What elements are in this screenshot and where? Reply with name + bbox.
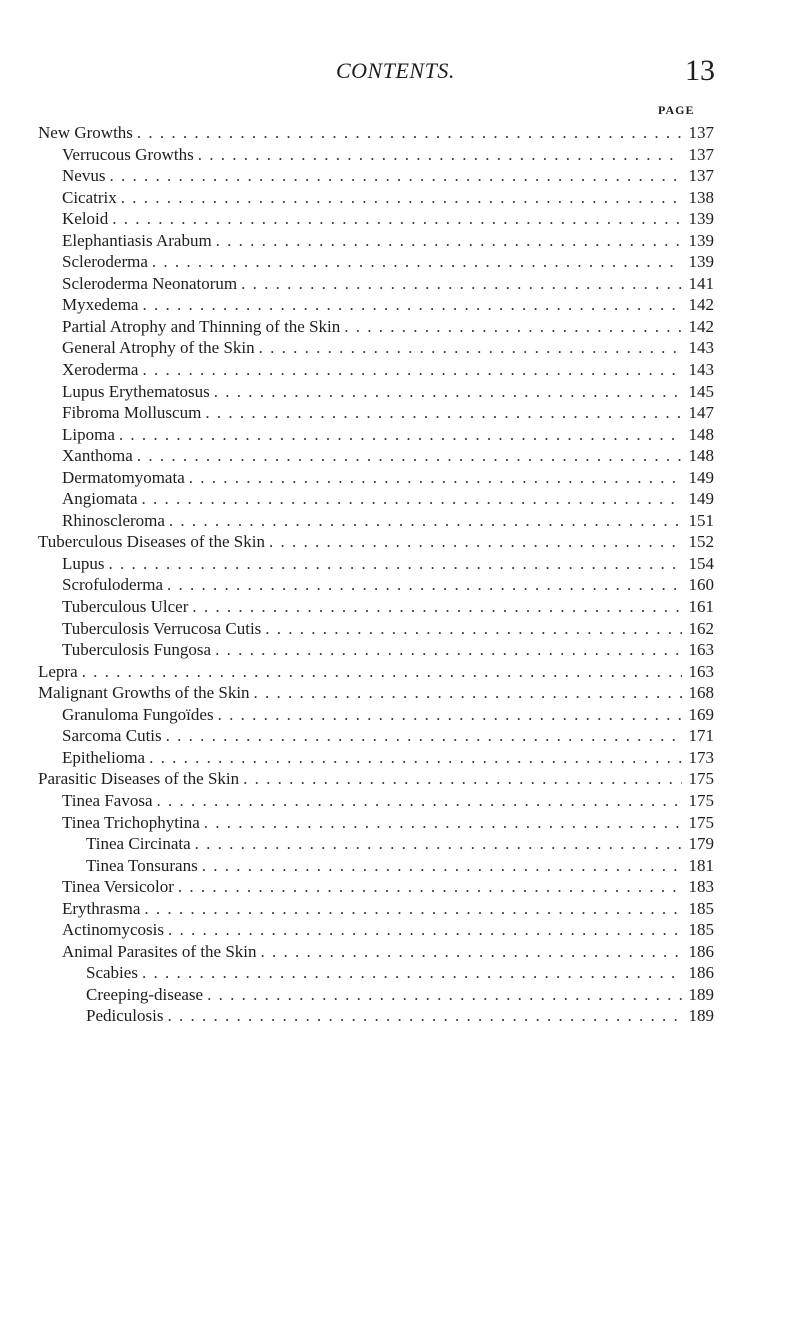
toc-entry-title: Epithelioma <box>62 747 146 767</box>
toc-entry-page: 186 <box>688 963 714 983</box>
toc-entry <box>38 553 714 575</box>
toc-entry <box>38 294 714 316</box>
toc-entry-page: 175 <box>688 769 714 789</box>
running-head: CONTENTS. <box>336 58 455 83</box>
toc-entry-page: 151 <box>688 510 714 530</box>
toc-entry-page: 185 <box>688 920 714 940</box>
toc-entry <box>38 682 714 704</box>
dot-leader <box>82 661 682 683</box>
toc-entry-title: Pediculosis <box>86 1006 164 1026</box>
toc-entry-page: 186 <box>688 941 714 961</box>
dot-leader <box>241 273 682 295</box>
toc-entry-title: Cicatrix <box>62 187 117 207</box>
dot-leader <box>142 488 682 510</box>
toc-entry-page: 171 <box>688 726 714 746</box>
dot-leader <box>202 855 682 877</box>
toc-entry-page: 148 <box>688 446 714 466</box>
toc-entry <box>38 488 714 510</box>
toc-entry-title: Verrucous Growths <box>62 144 194 164</box>
toc-entry-page: 147 <box>688 403 714 423</box>
toc-entry <box>38 510 714 532</box>
dot-leader <box>207 984 682 1006</box>
toc-entry-page: 152 <box>688 532 714 552</box>
toc-entry-title: Elephantiasis Arabum <box>62 230 212 250</box>
toc-entry-title: Lepra <box>38 661 78 681</box>
toc-entry <box>38 790 714 812</box>
toc-entry-page: 139 <box>688 252 714 272</box>
toc-entry-title: Tuberculosis Verrucosa Cutis <box>62 618 262 638</box>
toc-entry <box>38 230 714 252</box>
toc-entry-title: Actinomycosis <box>62 920 164 940</box>
toc-entry <box>38 941 714 963</box>
toc-entry <box>38 618 714 640</box>
toc-entry-page: 185 <box>688 898 714 918</box>
toc-entry-page: 189 <box>688 984 714 1004</box>
toc-entry-page: 142 <box>688 295 714 315</box>
dot-leader <box>142 359 682 381</box>
dot-leader <box>137 122 682 144</box>
toc-entry <box>38 984 714 1006</box>
toc-entry-title: Tinea Trichophytina <box>62 812 200 832</box>
dot-leader <box>109 553 683 575</box>
toc-entry-title: Fibroma Molluscum <box>62 403 202 423</box>
toc-entry-page: 189 <box>688 1006 714 1026</box>
toc-entry-title: General Atrophy of the Skin <box>62 338 255 358</box>
toc-entry-title: Tuberculous Ulcer <box>62 597 189 617</box>
toc-entry <box>38 316 714 338</box>
toc-entry-page: 168 <box>688 683 714 703</box>
toc-entry-page: 139 <box>688 230 714 250</box>
dot-leader <box>142 294 682 316</box>
dot-leader <box>195 833 682 855</box>
toc-entry-title: Sarcoma Cutis <box>62 726 162 746</box>
dot-leader <box>215 639 682 661</box>
toc-entry-title: Xeroderma <box>62 360 139 380</box>
toc-entry <box>38 1005 714 1027</box>
page-number: 13 <box>685 54 715 87</box>
toc-entry-page: 179 <box>688 834 714 854</box>
toc-entry-title: Scabies <box>86 963 138 983</box>
dot-leader <box>142 962 682 984</box>
dot-leader <box>144 898 682 920</box>
toc-entry-title: Tuberculous Diseases of the Skin <box>38 532 265 552</box>
toc-entry-title: Tinea Circinata <box>86 834 191 854</box>
toc-entry <box>38 725 714 747</box>
page-header <box>0 54 800 94</box>
toc-entry <box>38 531 714 553</box>
toc-entry <box>38 424 714 446</box>
toc-entry-title: Creeping-disease <box>86 984 204 1004</box>
toc-entry-page: 183 <box>688 877 714 897</box>
table-of-contents <box>38 122 714 1027</box>
dot-leader <box>254 682 682 704</box>
dot-leader <box>204 812 682 834</box>
toc-entry <box>38 122 714 144</box>
dot-leader <box>167 1005 682 1027</box>
toc-entry-title: Dermatomyomata <box>62 467 185 487</box>
toc-entry <box>38 661 714 683</box>
toc-entry <box>38 855 714 877</box>
toc-entry-title: Erythrasma <box>62 898 141 918</box>
toc-entry <box>38 962 714 984</box>
toc-entry-page: 143 <box>688 360 714 380</box>
toc-entry-page: 139 <box>688 209 714 229</box>
toc-entry-page: 161 <box>688 597 714 617</box>
toc-entry-title: Lupus <box>62 553 105 573</box>
toc-entry <box>38 144 714 166</box>
dot-leader <box>189 467 682 489</box>
dot-leader <box>344 316 682 338</box>
toc-entry <box>38 768 714 790</box>
toc-entry-page: 162 <box>688 618 714 638</box>
toc-entry <box>38 704 714 726</box>
toc-entry-page: 137 <box>688 144 714 164</box>
toc-entry-title: Scleroderma Neonatorum <box>62 273 238 293</box>
toc-entry-title: Keloid <box>62 209 109 229</box>
toc-entry <box>38 467 714 489</box>
dot-leader <box>166 725 682 747</box>
dot-leader <box>137 445 682 467</box>
toc-entry <box>38 639 714 661</box>
toc-entry-page: 173 <box>688 747 714 767</box>
toc-entry <box>38 359 714 381</box>
dot-leader <box>216 230 682 252</box>
dot-leader <box>152 251 682 273</box>
dot-leader <box>269 531 682 553</box>
toc-entry-title: Partial Atrophy and Thinning of the Skin <box>62 316 341 336</box>
toc-entry-title: Tinea Tonsurans <box>86 855 198 875</box>
toc-entry-page: 149 <box>688 467 714 487</box>
dot-leader <box>167 574 682 596</box>
toc-entry-page: 181 <box>688 855 714 875</box>
toc-entry-page: 163 <box>688 661 714 681</box>
toc-entry-title: Xanthoma <box>62 446 133 466</box>
toc-entry <box>38 747 714 769</box>
toc-entry <box>38 833 714 855</box>
toc-entry-page: 141 <box>688 273 714 293</box>
dot-leader <box>149 747 682 769</box>
toc-entry-title: Scrofuloderma <box>62 575 164 595</box>
toc-entry-title: Granuloma Fungoïdes <box>62 704 214 724</box>
toc-entry-page: 138 <box>688 187 714 207</box>
dot-leader <box>121 187 682 209</box>
toc-entry-title: Malignant Growths of the Skin <box>38 683 250 703</box>
dot-leader <box>112 208 682 230</box>
toc-entry-page: 163 <box>688 640 714 660</box>
toc-entry <box>38 208 714 230</box>
toc-entry-page: 145 <box>688 381 714 401</box>
toc-entry-page: 143 <box>688 338 714 358</box>
toc-entry-title: Scleroderma <box>62 252 148 272</box>
dot-leader <box>218 704 682 726</box>
toc-entry <box>38 574 714 596</box>
toc-entry <box>38 381 714 403</box>
toc-entry <box>38 251 714 273</box>
toc-entry-page: 160 <box>688 575 714 595</box>
toc-entry-title: Angiomata <box>62 489 138 509</box>
toc-entry-title: Myxedema <box>62 295 139 315</box>
toc-entry-title: Rhinoscleroma <box>62 510 165 530</box>
toc-entry-title: Lupus Erythematosus <box>62 381 210 401</box>
toc-entry-page: 142 <box>688 316 714 336</box>
toc-entry-title: Tinea Versicolor <box>62 877 174 897</box>
page-column-label: PAGE <box>658 103 695 117</box>
toc-entry-title: Parasitic Diseases of the Skin <box>38 769 240 789</box>
dot-leader <box>178 876 682 898</box>
toc-entry <box>38 876 714 898</box>
toc-entry <box>38 812 714 834</box>
toc-entry <box>38 337 714 359</box>
toc-entry-page: 148 <box>688 424 714 444</box>
dot-leader <box>168 919 682 941</box>
toc-entry <box>38 596 714 618</box>
toc-entry-title: New Growths <box>38 123 133 142</box>
toc-entry-page: 154 <box>688 553 714 573</box>
toc-entry-title: Animal Parasites of the Skin <box>62 941 257 961</box>
dot-leader <box>265 618 682 640</box>
toc-entry-title: Tinea Favosa <box>62 790 153 810</box>
toc-entry <box>38 165 714 187</box>
toc-entry <box>38 402 714 424</box>
dot-leader <box>205 402 682 424</box>
dot-leader <box>119 424 682 446</box>
toc-entry <box>38 187 714 209</box>
dot-leader <box>259 337 682 359</box>
dot-leader <box>169 510 682 532</box>
dot-leader <box>198 144 682 166</box>
toc-entry-title: Nevus <box>62 166 106 186</box>
dot-leader <box>214 381 682 403</box>
toc-entry-page: 137 <box>688 166 714 186</box>
dot-leader <box>243 768 682 790</box>
dot-leader <box>109 165 682 187</box>
toc-entry-title: Lipoma <box>62 424 115 444</box>
toc-entry-title: Tuberculosis Fungosa <box>62 640 212 660</box>
dot-leader <box>261 941 682 963</box>
toc-entry <box>38 898 714 920</box>
toc-entry-page: 137 <box>688 123 714 142</box>
dot-leader <box>157 790 682 812</box>
toc-entry-page: 149 <box>688 489 714 509</box>
toc-entry <box>38 445 714 467</box>
toc-entry <box>38 273 714 295</box>
toc-entry-page: 175 <box>688 812 714 832</box>
toc-entry <box>38 919 714 941</box>
dot-leader <box>192 596 682 618</box>
toc-entry-page: 169 <box>688 704 714 724</box>
toc-entry-page: 175 <box>688 790 714 810</box>
